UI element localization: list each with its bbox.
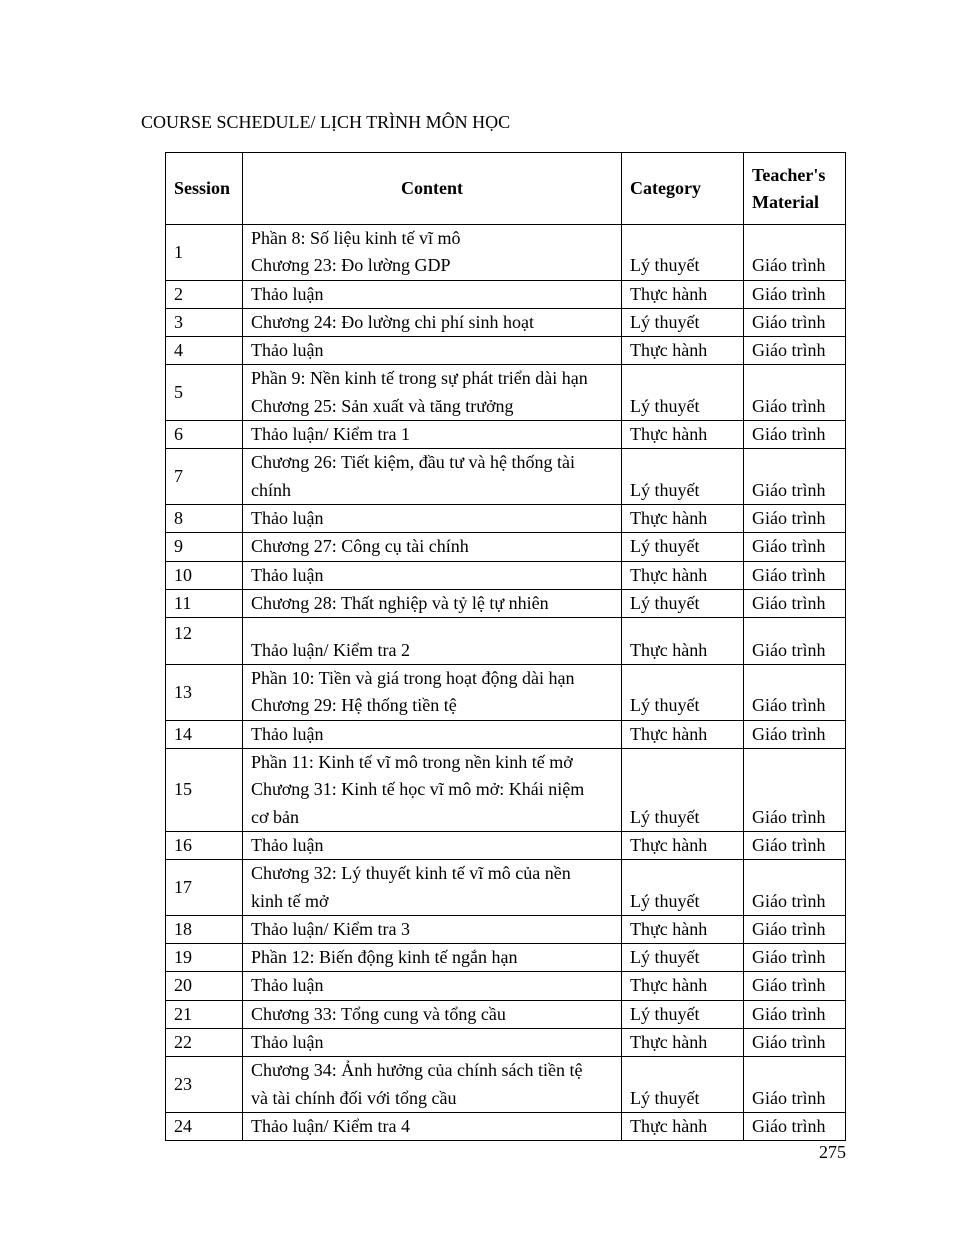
content-cell	[243, 749, 622, 832]
table-row	[166, 589, 846, 617]
content-cell	[243, 1057, 622, 1113]
content-cell	[243, 915, 622, 943]
session-cell: 18	[166, 915, 243, 943]
table-row	[166, 561, 846, 589]
category-cell: Thực hành	[622, 720, 744, 748]
material-cell: Giáo trình	[744, 972, 846, 1000]
session-cell: 24	[166, 1112, 243, 1140]
category-cell: Thực hành	[622, 831, 744, 859]
material-cell: Giáo trình	[744, 1029, 846, 1057]
table-row	[166, 1112, 846, 1140]
content-line: Chương 31: Kinh tế học vĩ mô mở: Khái niệm	[251, 779, 585, 800]
content-line: Thảo luận	[251, 975, 324, 996]
content-line: và tài chính đối với tổng cầu	[251, 1087, 457, 1108]
category-cell: Thực hành	[622, 280, 744, 308]
category-cell: Thực hành	[622, 1029, 744, 1057]
content-line: Chương 34: Ảnh hưởng của chính sách tiền tệ	[251, 1060, 583, 1081]
content-cell	[243, 280, 622, 308]
material-cell: Giáo trình	[744, 915, 846, 943]
content-line: Thảo luận	[251, 507, 324, 528]
category-cell: Lý thuyết	[622, 860, 744, 916]
content-line: cơ bản	[251, 806, 299, 827]
session-cell: 9	[166, 533, 243, 561]
content-cell	[243, 972, 622, 1000]
category-cell: Thực hành	[622, 1112, 744, 1140]
page-number: 275	[819, 1142, 846, 1162]
page-title: COURSE SCHEDULE/ LỊCH TRÌNH MÔN HỌC	[141, 112, 511, 132]
content-line: Chương 28: Thất nghiệp và tỷ lệ tự nhiên	[251, 592, 549, 613]
category-cell: Lý thuyết	[622, 308, 744, 336]
session-cell: 16	[166, 831, 243, 859]
session-cell: 6	[166, 421, 243, 449]
material-cell: Giáo trình	[744, 1000, 846, 1028]
category-cell: Lý thuyết	[622, 225, 744, 281]
material-cell: Giáo trình	[744, 665, 846, 721]
material-cell: Giáo trình	[744, 365, 846, 421]
content-cell	[243, 944, 622, 972]
material-cell: Giáo trình	[744, 1112, 846, 1140]
table-row	[166, 280, 846, 308]
session-cell: 8	[166, 504, 243, 532]
content-line: Phần 10: Tiền và giá trong hoạt động dài hạn	[251, 668, 575, 689]
content-line: Chương 25: Sản xuất và tăng trưởng	[251, 395, 514, 416]
content-line: Thảo luận/ Kiểm tra 1	[251, 424, 410, 445]
content-line: Phần 8: Số liệu kinh tế vĩ mô	[251, 228, 461, 248]
content-line: Chương 33: Tổng cung và tổng cầu	[251, 1003, 506, 1024]
table-body	[166, 225, 846, 1141]
table-row	[166, 533, 846, 561]
course-schedule-table	[165, 152, 846, 1141]
content-line: Chương 26: Tiết kiệm, đầu tư và hệ thống tài	[251, 452, 576, 473]
material-cell: Giáo trình	[744, 308, 846, 336]
material-cell: Giáo trình	[744, 860, 846, 916]
session-cell: 12	[166, 618, 243, 665]
material-cell: Giáo trình	[744, 720, 846, 748]
session-cell: 5	[166, 365, 243, 421]
content-cell	[243, 504, 622, 532]
session-cell: 14	[166, 720, 243, 748]
content-cell	[243, 365, 622, 421]
session-cell: 21	[166, 1000, 243, 1028]
material-cell: Giáo trình	[744, 561, 846, 589]
content-cell	[243, 618, 622, 665]
category-cell: Lý thuyết	[622, 533, 744, 561]
table-row	[166, 972, 846, 1000]
content-line: Thảo luận	[251, 834, 324, 855]
category-cell: Thực hành	[622, 561, 744, 589]
category-cell: Thực hành	[622, 504, 744, 532]
session-cell: 23	[166, 1057, 243, 1113]
content-line: Thảo luận	[251, 723, 324, 744]
content-line: Phần 12: Biến động kinh tế ngắn hạn	[251, 947, 518, 968]
content-line: Thảo luận/ Kiểm tra 4	[251, 1115, 410, 1136]
session-cell: 1	[166, 225, 243, 281]
table-row	[166, 860, 846, 916]
table-row	[166, 337, 846, 365]
table-row	[166, 665, 846, 721]
content-line: Thảo luận	[251, 340, 324, 361]
content-line: Thảo luận	[251, 283, 324, 304]
header-content: Content	[243, 153, 622, 225]
table-row	[166, 831, 846, 859]
table-row	[166, 365, 846, 421]
session-cell: 13	[166, 665, 243, 721]
table-row	[166, 915, 846, 943]
content-cell	[243, 449, 622, 505]
content-cell	[243, 533, 622, 561]
content-cell	[243, 589, 622, 617]
material-cell: Giáo trình	[744, 533, 846, 561]
session-cell: 19	[166, 944, 243, 972]
content-line: Chương 32: Lý thuyết kinh tế vĩ mô của nền	[251, 863, 571, 884]
category-cell: Lý thuyết	[622, 944, 744, 972]
table-row	[166, 421, 846, 449]
content-line: Chương 29: Hệ thống tiền tệ	[251, 695, 457, 716]
table-row	[166, 449, 846, 505]
category-cell: Thực hành	[622, 972, 744, 1000]
category-cell: Thực hành	[622, 618, 744, 665]
category-cell: Thực hành	[622, 421, 744, 449]
material-cell: Giáo trình	[744, 944, 846, 972]
category-cell: Lý thuyết	[622, 1000, 744, 1028]
content-line: chính	[251, 479, 291, 500]
material-cell: Giáo trình	[744, 225, 846, 281]
session-cell: 20	[166, 972, 243, 1000]
content-line: Chương 23: Đo lường GDP	[251, 255, 451, 276]
header-category: Category	[622, 153, 744, 225]
table-row	[166, 749, 846, 832]
table-row	[166, 1000, 846, 1028]
content-cell	[243, 1000, 622, 1028]
category-cell: Lý thuyết	[622, 365, 744, 421]
material-cell: Giáo trình	[744, 280, 846, 308]
table-row	[166, 1029, 846, 1057]
table-row	[166, 1057, 846, 1113]
material-cell: Giáo trình	[744, 337, 846, 365]
session-cell: 3	[166, 308, 243, 336]
content-line: Chương 27: Công cụ tài chính	[251, 536, 469, 557]
content-line: Thảo luận	[251, 564, 324, 585]
content-line: Thảo luận/ Kiểm tra 3	[251, 918, 410, 939]
category-cell: Thực hành	[622, 915, 744, 943]
content-line: kinh tế mở	[251, 890, 329, 911]
session-cell: 15	[166, 749, 243, 832]
material-cell: Giáo trình	[744, 831, 846, 859]
material-cell: Giáo trình	[744, 421, 846, 449]
category-cell: Thực hành	[622, 337, 744, 365]
category-cell: Lý thuyết	[622, 589, 744, 617]
content-cell	[243, 561, 622, 589]
category-cell: Lý thuyết	[622, 749, 744, 832]
content-line: Thảo luận	[251, 1032, 324, 1053]
content-line: Phần 9: Nền kinh tế trong sự phát triển dài hạn	[251, 368, 588, 389]
table-row	[166, 618, 846, 665]
table-row	[166, 944, 846, 972]
content-line: Phần 11: Kinh tế vĩ mô trong nền kinh tế mở	[251, 752, 573, 773]
session-cell: 4	[166, 337, 243, 365]
content-cell	[243, 308, 622, 336]
session-cell: 2	[166, 280, 243, 308]
table-row	[166, 225, 846, 281]
table-header-row	[166, 153, 846, 225]
session-cell: 11	[166, 589, 243, 617]
session-cell: 10	[166, 561, 243, 589]
header-session: Session	[166, 153, 243, 225]
category-cell: Lý thuyết	[622, 1057, 744, 1113]
content-cell	[243, 1112, 622, 1140]
session-cell: 7	[166, 449, 243, 505]
material-cell: Giáo trình	[744, 449, 846, 505]
content-cell	[243, 225, 622, 281]
material-cell: Giáo trình	[744, 589, 846, 617]
table-row	[166, 720, 846, 748]
content-cell	[243, 831, 622, 859]
category-cell: Lý thuyết	[622, 665, 744, 721]
header-material: Teacher's Material	[744, 153, 846, 225]
session-cell: 17	[166, 860, 243, 916]
material-cell: Giáo trình	[744, 504, 846, 532]
category-cell: Lý thuyết	[622, 449, 744, 505]
content-line: Thảo luận/ Kiểm tra 2	[251, 639, 410, 660]
content-line: Chương 24: Đo lường chi phí sinh hoạt	[251, 311, 535, 332]
material-cell: Giáo trình	[744, 618, 846, 665]
content-cell	[243, 337, 622, 365]
content-cell	[243, 665, 622, 721]
content-cell	[243, 720, 622, 748]
content-cell	[243, 1029, 622, 1057]
table-row	[166, 504, 846, 532]
material-cell: Giáo trình	[744, 1057, 846, 1113]
content-cell	[243, 421, 622, 449]
session-cell: 22	[166, 1029, 243, 1057]
table-row	[166, 308, 846, 336]
content-cell	[243, 860, 622, 916]
material-cell: Giáo trình	[744, 749, 846, 832]
